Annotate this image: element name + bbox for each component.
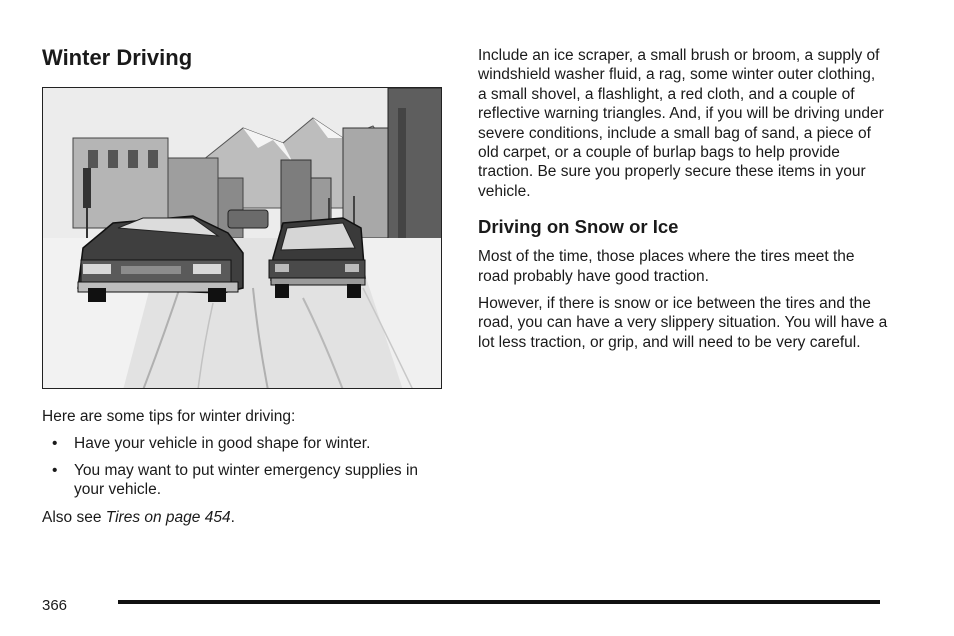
supplies-paragraph: Include an ice scraper, a small brush or broom, a supply of windshield washer fluid, a rag, some winter outer clothing, a small shovel, a flashlight, a red cloth, and a couple of reflective warning triangles. And, if you will be driving under severe conditions, include a small bag of sand, a piece of old carpet, or a couple of burlap bags to help provide traction. Be sure you properly secure these items in your vehicle. [478, 47, 884, 200]
also-see-suffix: . [230, 508, 235, 526]
section-heading: Winter Driving [42, 45, 193, 70]
list-item [42, 434, 446, 453]
also-see-text [42, 508, 446, 527]
bullet-icon: • [52, 435, 58, 453]
page-number: 366 [42, 597, 68, 614]
right-column [478, 46, 888, 360]
traction-paragraph: Most of the time, those places where the tires meet the road probably have good traction. [478, 248, 855, 285]
bullet-icon: • [52, 461, 58, 479]
left-column [42, 44, 446, 535]
list-item-text: Have your vehicle in good shape for winter. [74, 435, 371, 453]
list-item [42, 461, 446, 500]
footer-rule [118, 600, 880, 604]
intro-text: Here are some tips for winter driving: [42, 408, 296, 425]
winter-street-illustration [42, 87, 442, 389]
tips-list [42, 434, 446, 499]
list-item-text: You may want to put winter emergency supplies in your vehicle. [74, 461, 419, 499]
subsection-heading: Driving on Snow or Ice [478, 216, 679, 238]
also-see-prefix: Also see [42, 508, 106, 526]
cross-reference-link[interactable]: Tires on page 454 [105, 508, 231, 526]
slippery-paragraph: However, if there is snow or ice between the tires and the road, you can have a very slippery situation. You will have a lot less traction, or grip, and will need to be very careful. [478, 295, 888, 351]
